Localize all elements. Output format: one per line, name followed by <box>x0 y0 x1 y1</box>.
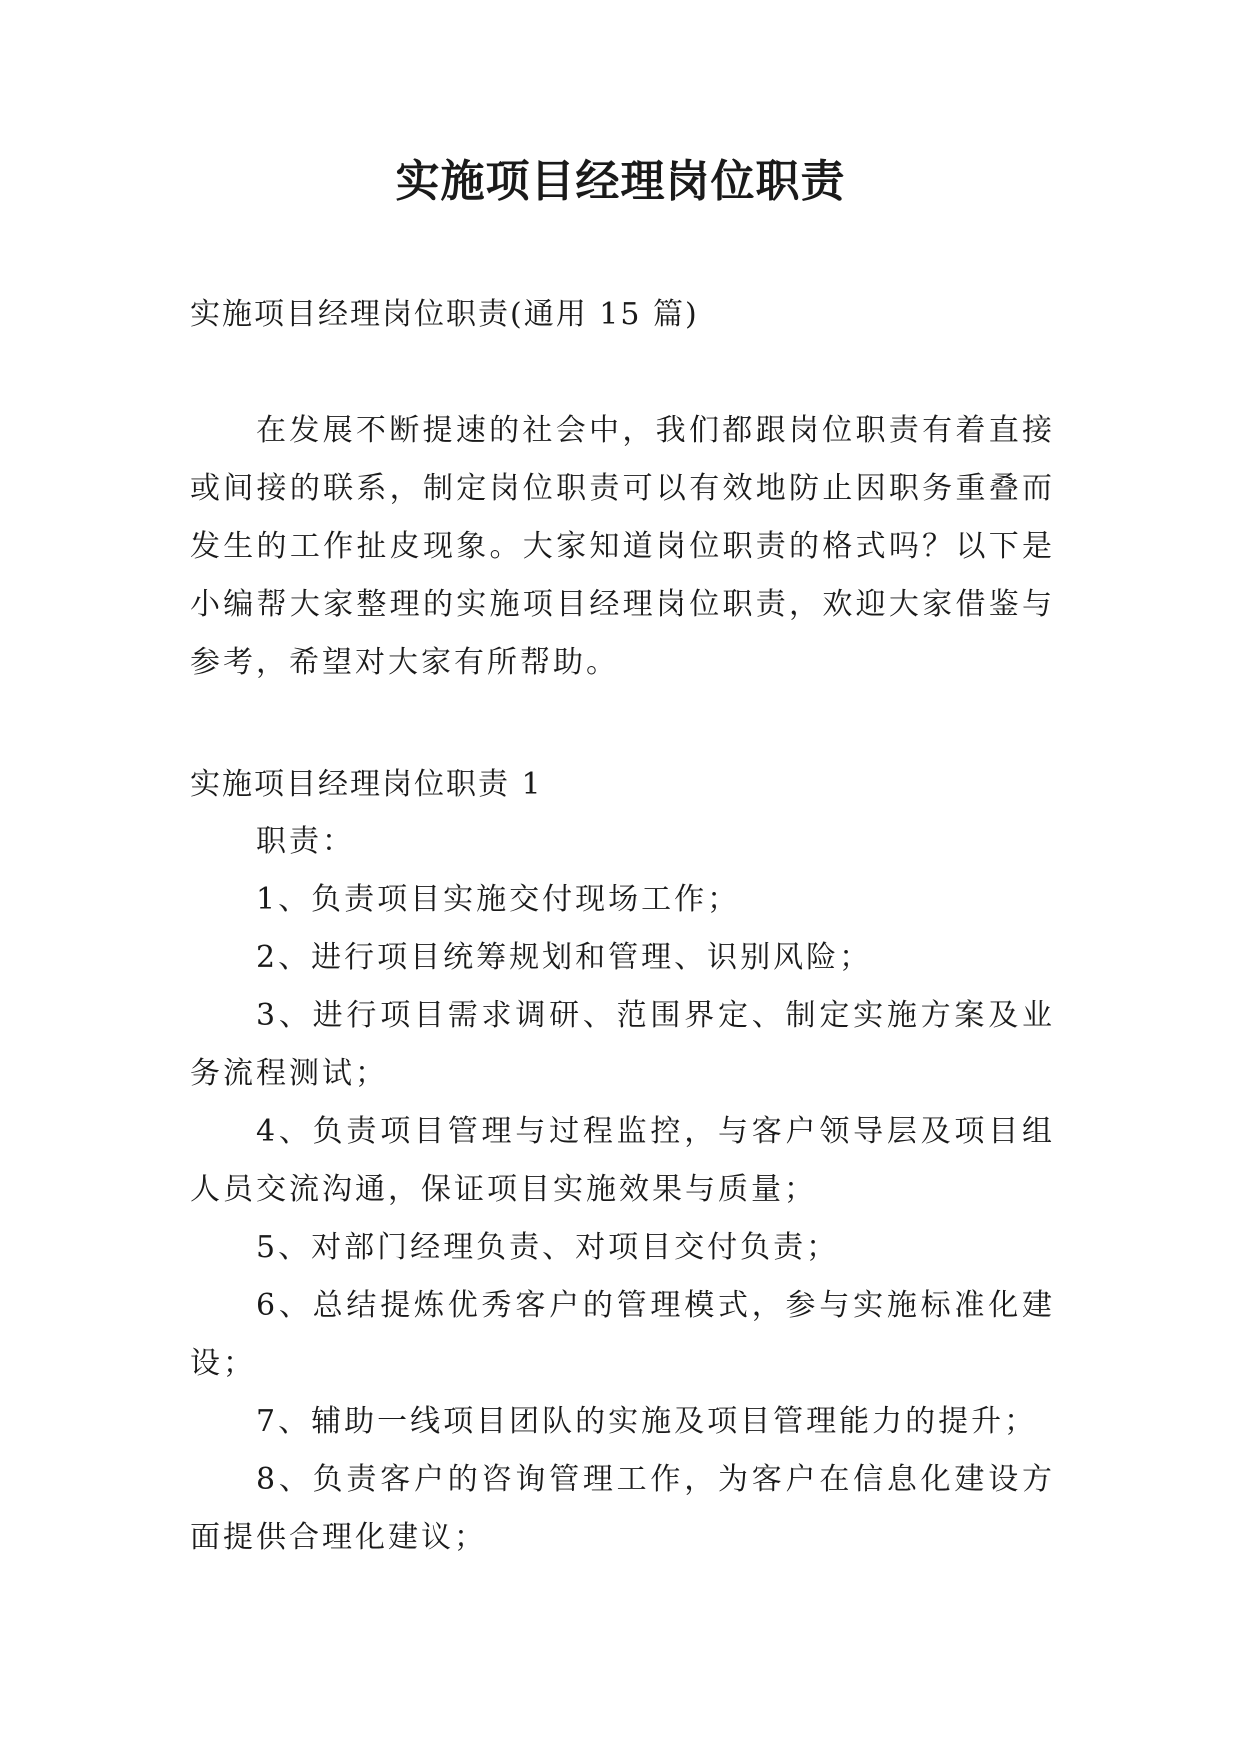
document-subtitle: 实施项目经理岗位职责(通用 15 篇) <box>190 297 699 332</box>
duty-item: 2、进行项目统筹规划和管理、识别风险； <box>256 940 873 975</box>
duty-item: 1、负责项目实施交付现场工作； <box>256 882 741 917</box>
duty-item: 4、负责项目管理与过程监控，与客户领导层及项目组人员交流沟通，保证项目实施效果与质量； <box>190 1114 1055 1207</box>
duty-item: 3、进行项目需求调研、范围界定、制定实施方案及业务流程测试； <box>190 998 1055 1091</box>
document-title: 实施项目经理岗位职责 <box>395 156 846 207</box>
duty-item: 6、总结提炼优秀客户的管理模式，参与实施标准化建设； <box>190 1288 1055 1381</box>
duties-label: 职责： <box>256 824 355 859</box>
duty-item: 7、辅助一线项目团队的实施及项目管理能力的提升； <box>256 1404 1038 1439</box>
intro-paragraph: 在发展不断提速的社会中，我们都跟岗位职责有着直接或间接的联系，制定岗位职责可以有效地防止因职务重叠而发生的工作扯皮现象。大家知道岗位职责的格式吗？以下是小编帮大家整理的实施项目经理岗位职责，欢迎大家借鉴与参考，希望对大家有所帮助。 <box>190 413 1055 680</box>
duty-item: 8、负责客户的咨询管理工作，为客户在信息化建设方面提供合理化建议； <box>190 1462 1055 1555</box>
duty-item: 5、对部门经理负责、对项目交付负责； <box>256 1230 840 1265</box>
duties-list <box>190 813 1055 1567</box>
section-heading: 实施项目经理岗位职责 1 <box>190 767 543 802</box>
